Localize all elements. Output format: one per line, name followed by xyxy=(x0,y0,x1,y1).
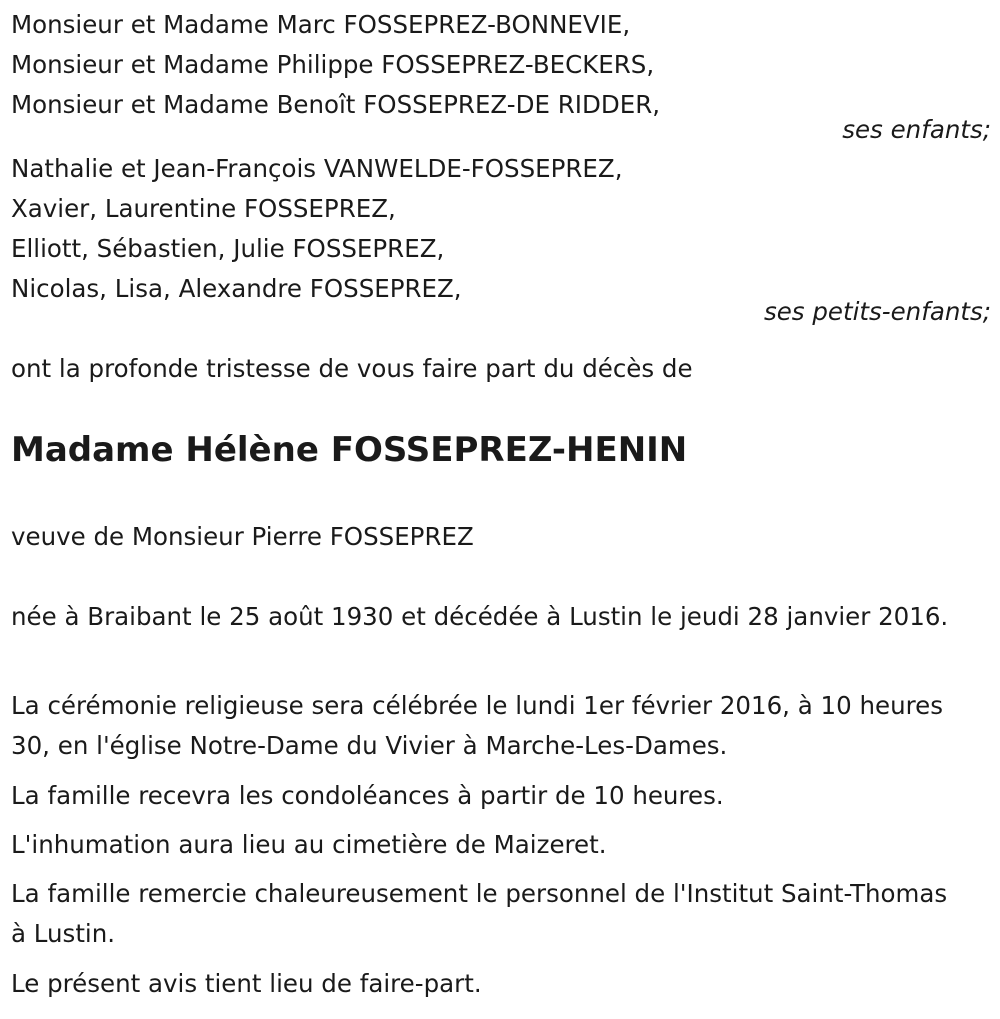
children-block xyxy=(11,5,991,125)
grandchild-name: Elliott, Sébastien, Julie FOSSEPREZ, xyxy=(11,234,445,263)
notice-info: Le présent avis tient lieu de faire-part. xyxy=(11,969,482,998)
birth-death-info: née à Braibant le 25 août 1930 et décédée à Lustin le jeudi 28 janvier 2016. xyxy=(11,602,949,631)
widow-of: veuve de Monsieur Pierre FOSSEPREZ xyxy=(11,522,474,551)
ceremony-info: La cérémonie religieuse sera célébrée le lundi 1er février 2016, à 10 heures 30, en l'église Notre-Dame du Vivier à Marche-Les-Dames. xyxy=(11,691,944,760)
child-name: Monsieur et Madame Benoît FOSSEPREZ-DE RIDDER, xyxy=(11,90,661,119)
announcement: ont la profonde tristesse de vous faire part du décès de xyxy=(11,354,693,383)
grandchild-name: Nathalie et Jean-François VANWELDE-FOSSEPREZ, xyxy=(11,154,623,183)
deceased-name: Madame Hélène FOSSEPREZ-HENIN xyxy=(11,430,688,470)
child-name: Monsieur et Madame Philippe FOSSEPREZ-BECKERS, xyxy=(11,50,655,79)
grandchildren-role: ses petits-enfants; xyxy=(763,297,991,326)
children-role: ses enfants; xyxy=(842,115,991,144)
burial-info: L'inhumation aura lieu au cimetière de Maizeret. xyxy=(11,830,607,859)
thanks-info: La famille remercie chaleureusement le personnel de l'Institut Saint-Thomas à Lustin. xyxy=(11,879,948,948)
child-name: Monsieur et Madame Marc FOSSEPREZ-BONNEVIE, xyxy=(11,10,631,39)
grandchildren-block xyxy=(11,149,991,309)
grandchild-name: Nicolas, Lisa, Alexandre FOSSEPREZ, xyxy=(11,274,462,303)
condolences-info: La famille recevra les condoléances à partir de 10 heures. xyxy=(11,781,724,810)
grandchild-name: Xavier, Laurentine FOSSEPREZ, xyxy=(11,194,396,223)
